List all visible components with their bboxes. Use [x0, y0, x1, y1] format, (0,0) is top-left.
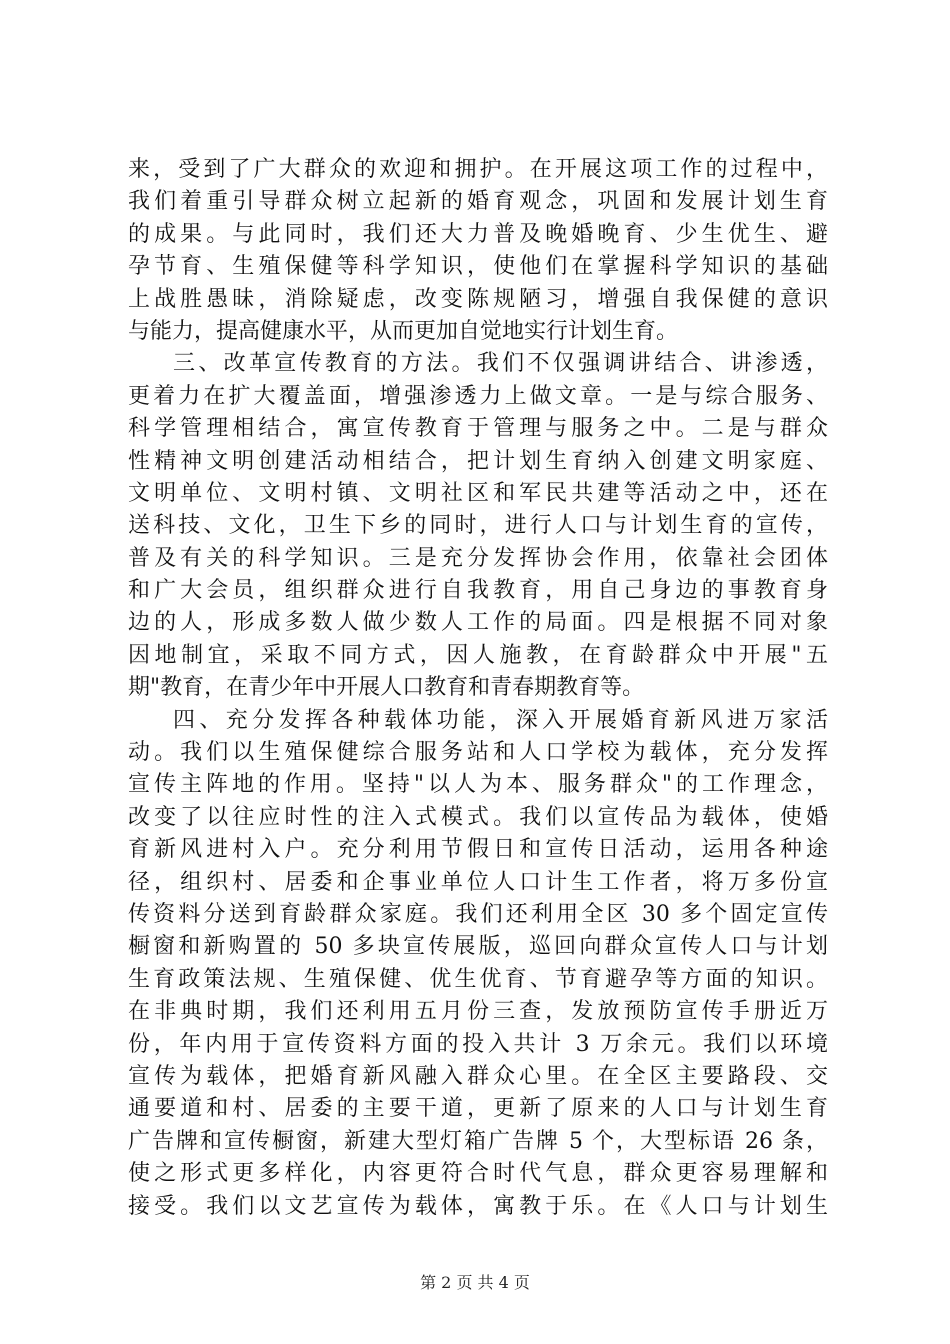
text-line: 我们着重引导群众树立起新的婚育观念，巩固和发展计划生育 [128, 189, 828, 215]
text-line: 接受。我们以文艺宣传为载体，寓教于乐。在《人口与计划生 [128, 1193, 828, 1219]
text-line: 送科技、文化，卫生下乡的同时，进行人口与计划生育的宣传， [128, 513, 828, 539]
text-line: 广告牌和宣传橱窗，新建大型灯箱广告牌 5 个，大型标语 26 条， [128, 1128, 828, 1154]
text-line: 上战胜愚昧，消除疑虑，改变陈规陋习，增强自我保健的意识 [128, 286, 828, 312]
document-body [128, 154, 828, 1223]
text-line: 来，受到了广大群众的欢迎和拥护。在开展这项工作的过程中， [128, 157, 828, 182]
text-line: 四、充分发挥各种载体功能，深入开展婚育新风进万家活 [173, 707, 828, 733]
text-line: 孕节育、生殖保健等科学知识，使他们在掌握科学知识的基础 [128, 254, 828, 280]
text-line: 径，组织村、居委和企事业单位人口计生工作者，将万多份宣 [128, 869, 828, 895]
text-line: 科学管理相结合，寓宣传教育于管理与服务之中。二是与群众 [128, 416, 828, 442]
text-line: 和广大会员，组织群众进行自我教育，用自己身边的事教育身 [128, 578, 828, 604]
text-line: 普及有关的科学知识。三是充分发挥协会作用，依靠社会团体 [128, 545, 828, 571]
text-line: 因地制宜，采取不同方式，因人施教，在育龄群众中开展"五 [128, 642, 828, 668]
text-line: 份，年内用于宣传资料方面的投入共计 3 万余元。我们以环境 [128, 1031, 828, 1057]
text-line: 育新风进村入户。充分利用节假日和宣传日活动，运用各种途 [128, 837, 828, 863]
text-line: 通要道和村、居委的主要干道，更新了原来的人口与计划生育 [128, 1096, 828, 1122]
text-line: 传资料分送到育龄群众家庭。我们还利用全区 30 多个固定宣传 [128, 901, 828, 927]
text-line: 生育政策法规、生殖保健、优生优育、节育避孕等方面的知识。 [128, 966, 828, 992]
text-line: 文明单位、文明村镇、文明社区和军民共建等活动之中，还在 [128, 480, 828, 506]
text-line: 与能力，提高健康水平，从而更加自觉地实行计划生育。 [128, 318, 679, 344]
text-line: 在非典时期，我们还利用五月份三查，发放预防宣传手册近万 [128, 999, 828, 1025]
text-line: 边的人，形成多数人做少数人工作的局面。四是根据不同对象 [128, 610, 828, 636]
paragraph-3 [128, 705, 828, 1223]
text-line: 宣传主阵地的作用。坚持"以人为本、服务群众"的工作理念， [128, 772, 828, 798]
text-line: 性精神文明创建活动相结合，把计划生育纳入创建文明家庭、 [128, 448, 828, 474]
text-line: 宣传为载体，把婚育新风融入群众心里。在全区主要路段、交 [128, 1063, 828, 1089]
text-line: 改变了以往应时性的注入式模式。我们以宣传品为载体，使婚 [128, 804, 828, 830]
text-line: 橱窗和新购置的 50 多块宣传展版，巡回向群众宣传人口与计划 [128, 934, 828, 960]
paragraph-2 [128, 348, 828, 704]
text-line: 的成果。与此同时，我们还大力普及晚婚晚育、少生优生、避 [128, 221, 828, 247]
text-line: 动。我们以生殖保健综合服务站和人口学校为载体，充分发挥 [128, 740, 828, 766]
text-line: 更着力在扩大覆盖面，增强渗透力上做文章。一是与综合服务、 [128, 383, 828, 409]
text-line: 三、改革宣传教育的方法。我们不仅强调讲结合、讲渗透， [173, 351, 828, 377]
page-number-footer: 第 2 页 共 4 页 [420, 1273, 530, 1292]
paragraph-1 [128, 154, 828, 348]
text-line: 使之形式更多样化，内容更符合时代气息，群众更容易理解和 [128, 1161, 828, 1187]
text-line: 期"教育，在青少年中开展人口教育和青春期教育等。 [128, 675, 645, 701]
